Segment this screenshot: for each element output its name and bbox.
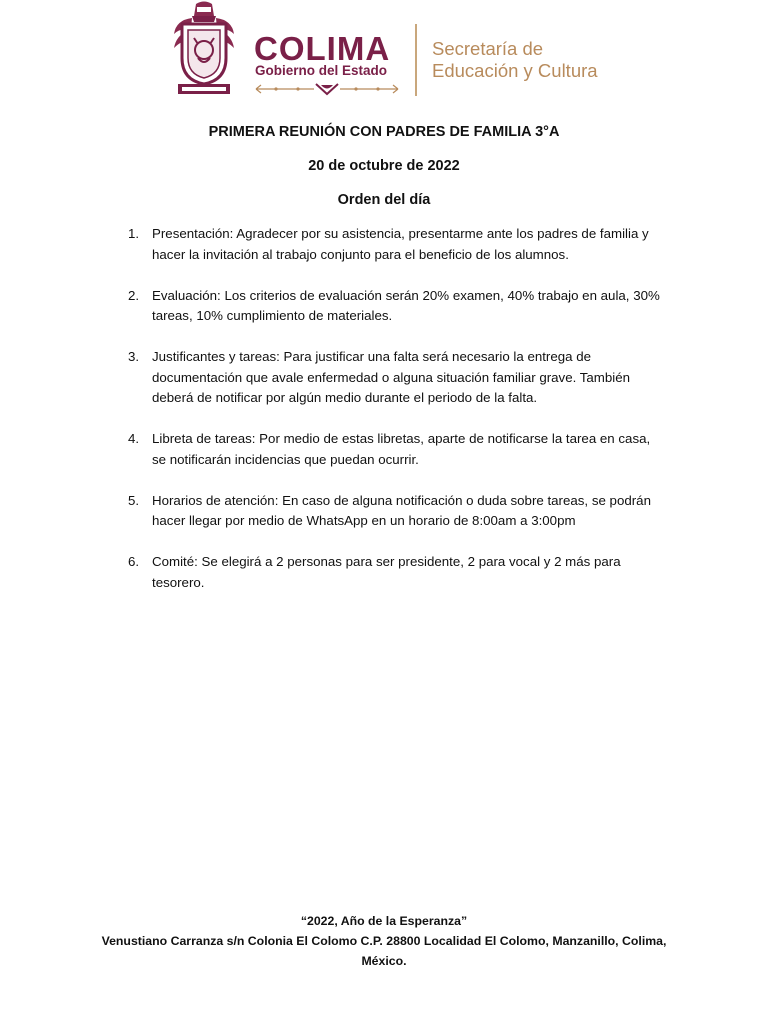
agenda-item-text: Horarios de atención: En caso de alguna notificación o duda sobre tareas, se podrán hacer llegar por medio de WhatsApp en un horario de 8:00am a 3:00pm	[152, 492, 651, 528]
brand-name: COLIMA	[254, 30, 391, 67]
letterhead	[168, 0, 608, 100]
brand-block	[254, 30, 404, 96]
agenda-item	[124, 552, 664, 593]
agenda-item-text: Comité: Se elegirá a 2 personas para ser presidente, 2 para vocal y 2 más para tesorero.	[152, 554, 621, 590]
agenda-item-text: Justificantes y tareas: Para justificar una falta será necesario la entrega de documentación que avale enfermedad o alguna situación familiar grave. También deberá de notificar por algún medio durante el periodo de la falta.	[152, 349, 630, 405]
agenda-item-text: Libreta de tareas: Por medio de estas libretas, aparte de notificarse la tarea en casa, se notificarán incidencias que puedan ocurrir.	[152, 431, 651, 467]
agenda-item-number: 4.	[128, 431, 140, 446]
footer-motto: “2022, Año de la Esperanza”	[300, 914, 468, 928]
agenda-item-text: Presentación: Agradecer por su asistencia, presentarme ante los padres de familia y hacer la invitación al trabajo conjunto para el beneficio de los alumnos.	[152, 226, 649, 262]
agenda-item	[124, 491, 664, 532]
secretaria-name	[432, 38, 598, 82]
agenda-item-number: 1.	[128, 226, 140, 241]
agenda-item-number: 2.	[128, 287, 140, 303]
state-coat-of-arms-icon	[168, 0, 240, 98]
agenda-item	[124, 429, 664, 470]
agenda-heading: Orden del día	[337, 192, 431, 208]
agenda-item-text: Evaluación: Los criterios de evaluación serán 20% examen, 40% trabajo en aula, 30% tareas, 10% cumplimiento de materiales.	[152, 287, 660, 323]
ornament-divider-icon	[254, 82, 400, 96]
agenda-item-number: 6.	[128, 554, 140, 569]
document-title: PRIMERA REUNIÓN CON PADRES DE FAMILIA 3°A	[208, 124, 560, 140]
agenda-item	[124, 224, 664, 265]
brand-subtitle: Gobierno del Estado	[255, 63, 388, 78]
footer-address: Venustiano Carranza s/n Colonia El Colomo C.P. 28800 Localidad El Colomo, Manzanillo, Colima, México.	[101, 934, 667, 968]
agenda-item-number: 3.	[128, 349, 140, 364]
agenda-item	[124, 286, 664, 327]
secretaria-line-2: Educación y Cultura	[432, 60, 598, 81]
agenda-item	[124, 347, 664, 409]
agenda-list	[124, 224, 664, 614]
letterhead-divider	[415, 24, 417, 96]
meeting-date: 20 de octubre de 2022	[308, 158, 460, 174]
secretaria-line-1: Secretaría de	[432, 38, 544, 59]
agenda-item-number: 5.	[128, 492, 140, 508]
